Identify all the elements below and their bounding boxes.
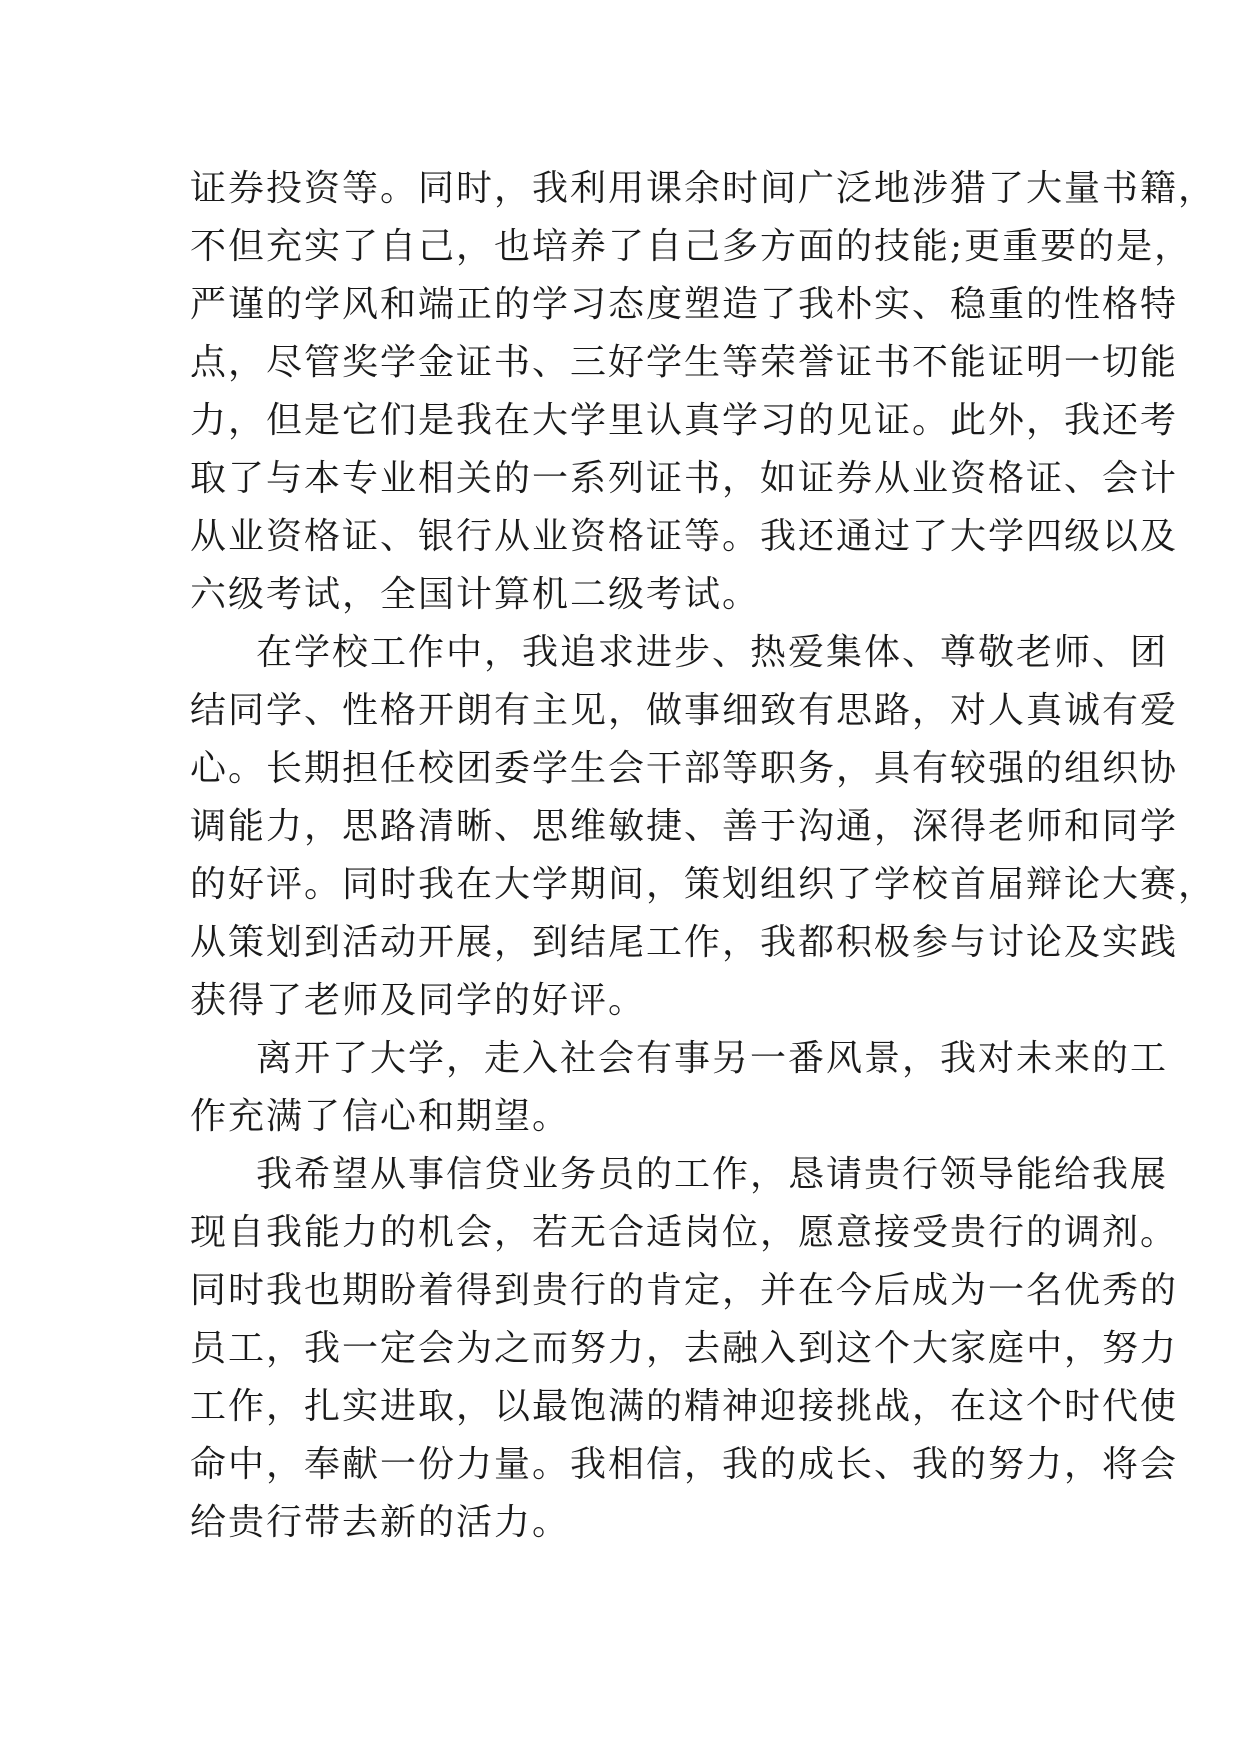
text-line: 结同学、性格开朗有主见，做事细致有思路，对人真诚有爱 [190, 690, 1179, 731]
text-line: 现自我能力的机会，若无合适岗位，愿意接受贵行的调剂。 [190, 1212, 1179, 1253]
document-body [190, 160, 1217, 1552]
text-line: 六级考试，全国计算机二级考试。 [190, 574, 761, 615]
text-line: 从策划到活动开展，到结尾工作，我都积极参与讨论及实践 [190, 922, 1179, 963]
text-line: 心。长期担任校团委学生会干部等职务，具有较强的组织协 [190, 748, 1179, 789]
text-line: 给贵行带去新的活力。 [190, 1502, 571, 1543]
text-line: 我希望从事信贷业务员的工作，恳请贵行领导能给我展 [256, 1154, 1169, 1195]
text-line: 力，但是它们是我在大学里认真学习的见证。此外，我还考 [190, 400, 1179, 441]
text-line: 证券投资等。同时，我利用课余时间广泛地涉猎了大量书籍， [190, 168, 1217, 209]
text-line: 命中，奉献一份力量。我相信，我的成长、我的努力，将会 [190, 1444, 1179, 1485]
text-line: 不但充实了自己，也培养了自己多方面的技能;更重要的是， [190, 226, 1193, 267]
text-line: 作充满了信心和期望。 [190, 1096, 571, 1137]
text-line: 员工，我一定会为之而努力，去融入到这个大家庭中，努力 [190, 1328, 1179, 1369]
text-line: 离开了大学，走入社会有事另一番风景，我对未来的工 [256, 1038, 1169, 1079]
text-line: 在学校工作中，我追求进步、热爱集体、尊敬老师、团 [256, 632, 1169, 673]
text-line: 点，尽管奖学金证书、三好学生等荣誉证书不能证明一切能 [190, 342, 1179, 383]
paragraph-4 [190, 1146, 1179, 1552]
text-line: 的好评。同时我在大学期间，策划组织了学校首届辩论大赛， [190, 864, 1217, 905]
paragraph-3 [190, 1030, 1169, 1146]
paragraph-2 [190, 624, 1217, 1030]
text-line: 调能力，思路清晰、思维敏捷、善于沟通，深得老师和同学 [190, 806, 1179, 847]
text-line: 从业资格证、银行从业资格证等。我还通过了大学四级以及 [190, 516, 1179, 557]
text-line: 获得了老师及同学的好评。 [190, 980, 647, 1021]
paragraph-1 [190, 160, 1217, 624]
text-line: 同时我也期盼着得到贵行的肯定，并在今后成为一名优秀的 [190, 1270, 1179, 1311]
text-line: 严谨的学风和端正的学习态度塑造了我朴实、稳重的性格特 [190, 284, 1179, 325]
text-line: 工作，扎实进取，以最饱满的精神迎接挑战，在这个时代使 [190, 1386, 1179, 1427]
text-line: 取了与本专业相关的一系列证书，如证券从业资格证、会计 [190, 458, 1179, 499]
